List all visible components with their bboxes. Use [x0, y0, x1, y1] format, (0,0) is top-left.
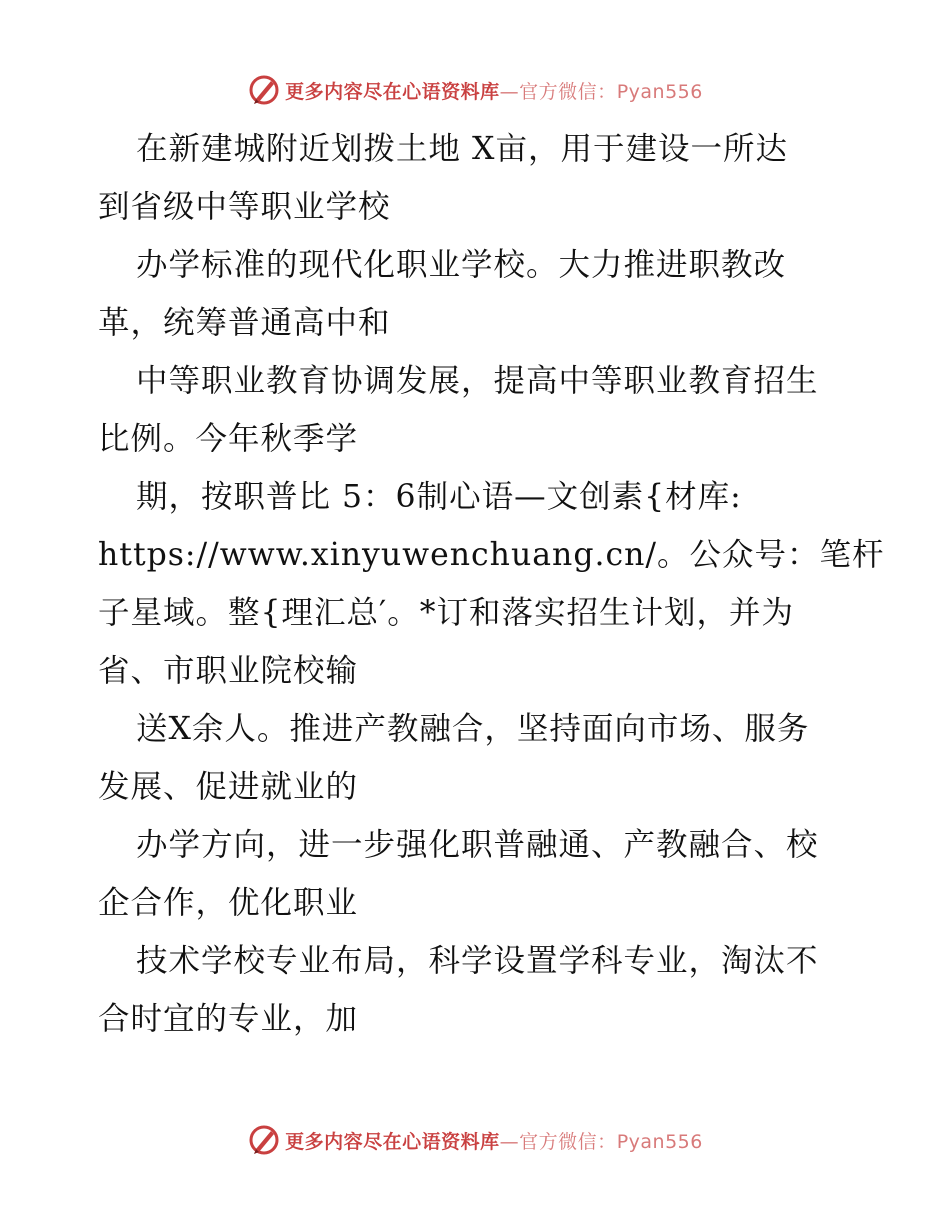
body-line-12: 发展、促进就业的	[98, 769, 359, 805]
footer-banner-main: 更多内容尽在心语资料库	[285, 1130, 500, 1153]
document-body	[98, 120, 885, 1048]
body-line-4: 革，统筹普通高中和	[98, 305, 391, 341]
body-line-16: 合时宜的专业，加	[98, 1001, 359, 1037]
body-line-3: 办学标准的现代化职业学校。大力推进职教改	[136, 247, 787, 283]
body-line-11: 送X余人。推进产教融合，坚持面向市场、服务	[136, 711, 810, 747]
footer-banner	[0, 1120, 950, 1160]
body-line-8: https://www.xinyuwenchuang.cn/。公众号：笔杆	[98, 537, 885, 573]
body-line-15: 技术学校专业布局，科学设置学科专业，淘汰不	[136, 943, 819, 979]
pen-logo-icon	[247, 73, 281, 107]
footer-banner-separator: —官方微信：	[499, 1130, 617, 1153]
header-banner-main: 更多内容尽在心语资料库	[285, 80, 500, 103]
header-banner-id: Pyan556	[616, 80, 703, 103]
body-line-14: 企合作，优化职业	[98, 885, 359, 921]
pen-logo-icon	[247, 1123, 281, 1157]
body-line-10: 省、市职业院校输	[98, 653, 359, 689]
body-line-5: 中等职业教育协调发展，提高中等职业教育招生	[136, 363, 819, 399]
body-line-6: 比例。今年秋季学	[98, 421, 359, 457]
header-banner-text	[285, 77, 703, 104]
footer-banner-id: Pyan556	[616, 1130, 703, 1153]
body-line-9: 子星域。整{理汇总′。*订和落实招生计划，并为	[98, 595, 794, 631]
header-banner-separator: —官方微信：	[499, 80, 617, 103]
body-line-2: 到省级中等职业学校	[98, 189, 391, 225]
body-line-13: 办学方向，进一步强化职普融通、产教融合、校	[136, 827, 819, 863]
body-line-1: 在新建城附近划拨土地 X亩，用于建设一所达	[136, 131, 788, 167]
footer-banner-text	[285, 1127, 703, 1154]
header-banner	[0, 70, 950, 110]
body-line-7: 期，按职普比 5：6制心语—文创素{材库:	[136, 479, 742, 515]
